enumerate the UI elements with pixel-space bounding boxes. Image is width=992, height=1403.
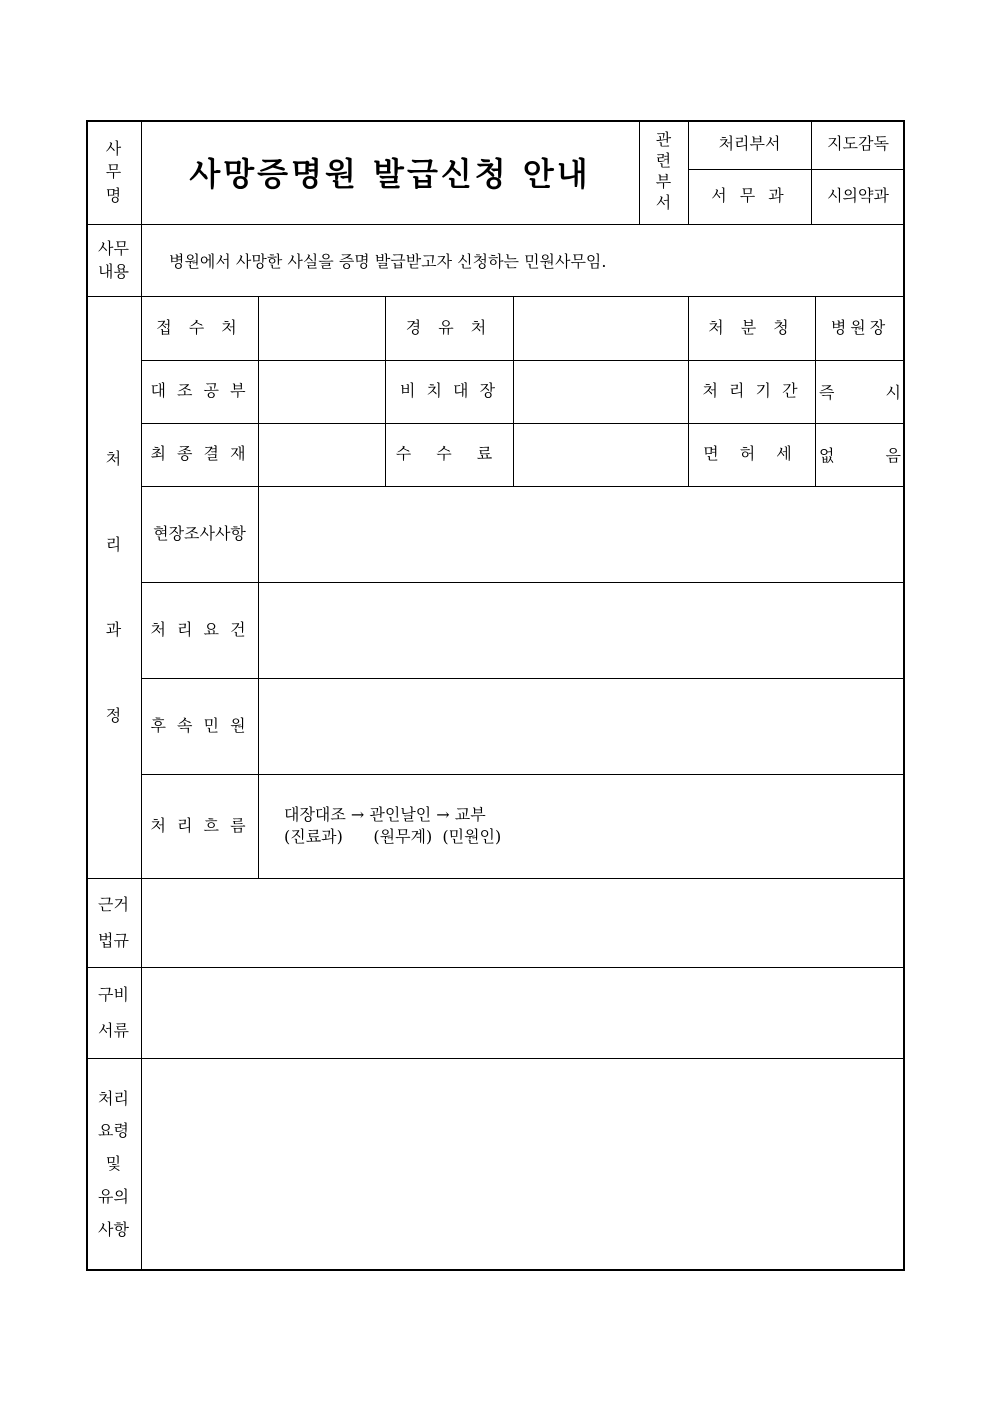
flow-steps: 대장대조 → 관인날인 → 교부: [284, 804, 486, 824]
related-dept-label: 관 련 부 서: [655, 130, 672, 212]
duty-content-text: 병원에서 사망한 사실을 증명 발급받고자 신청하는 민원사무임.: [169, 251, 607, 271]
receipt-label: 접 수 처: [156, 317, 243, 337]
office-name-label: 사 무 명: [105, 139, 122, 205]
ledger-label: 대 조 공 부: [150, 381, 249, 401]
legal-basis-label: 근거 법규: [98, 895, 129, 950]
flow-label: 처 리 흐 름: [150, 815, 249, 835]
row-divider: [86, 878, 905, 879]
processing-dept-value: 서 무 과: [711, 186, 788, 206]
disposition-label: 처 분 청: [708, 317, 795, 337]
processing-dept-label: 처리부서: [718, 134, 781, 154]
supervision-label: 지도감독: [827, 134, 889, 154]
period-label: 처 리 기 간: [702, 381, 801, 401]
period-value: 즉 시: [819, 383, 901, 402]
flow-actors: (진료과) (원무계) (민원인): [284, 827, 502, 846]
flow-content: [258, 774, 905, 878]
duty-content-label: 사무 내용: [98, 238, 129, 281]
license-tax-label: 면 허 세: [703, 444, 800, 464]
row-divider: [86, 1058, 905, 1059]
final-approval-label: 최 종 결 재: [150, 444, 249, 464]
supervision-value: 시의약과: [827, 186, 889, 206]
via-label: 경 유 처: [405, 317, 493, 337]
documents-label: 구비 서류: [98, 985, 129, 1040]
site-survey-label: 현장조사사항: [153, 523, 246, 543]
column-divider: [513, 296, 514, 486]
requirements-label: 처 리 요 건: [150, 619, 249, 639]
page-title: 사망증명원 발급신청 안내: [189, 155, 591, 193]
register-label: 비 치 대 장: [399, 381, 499, 401]
disposition-value: 병원장: [830, 317, 890, 337]
guidelines-label: 처리 요령 및 유의 사항: [98, 1088, 129, 1239]
follow-up-label: 후 속 민 원: [150, 715, 249, 735]
process-side-label: 처 리 과 정: [105, 449, 122, 725]
license-tax-value: 없 음: [819, 446, 901, 465]
form-sheet: [86, 120, 905, 1271]
row-divider: [86, 967, 905, 968]
fee-label: 수 수 료: [395, 444, 503, 464]
